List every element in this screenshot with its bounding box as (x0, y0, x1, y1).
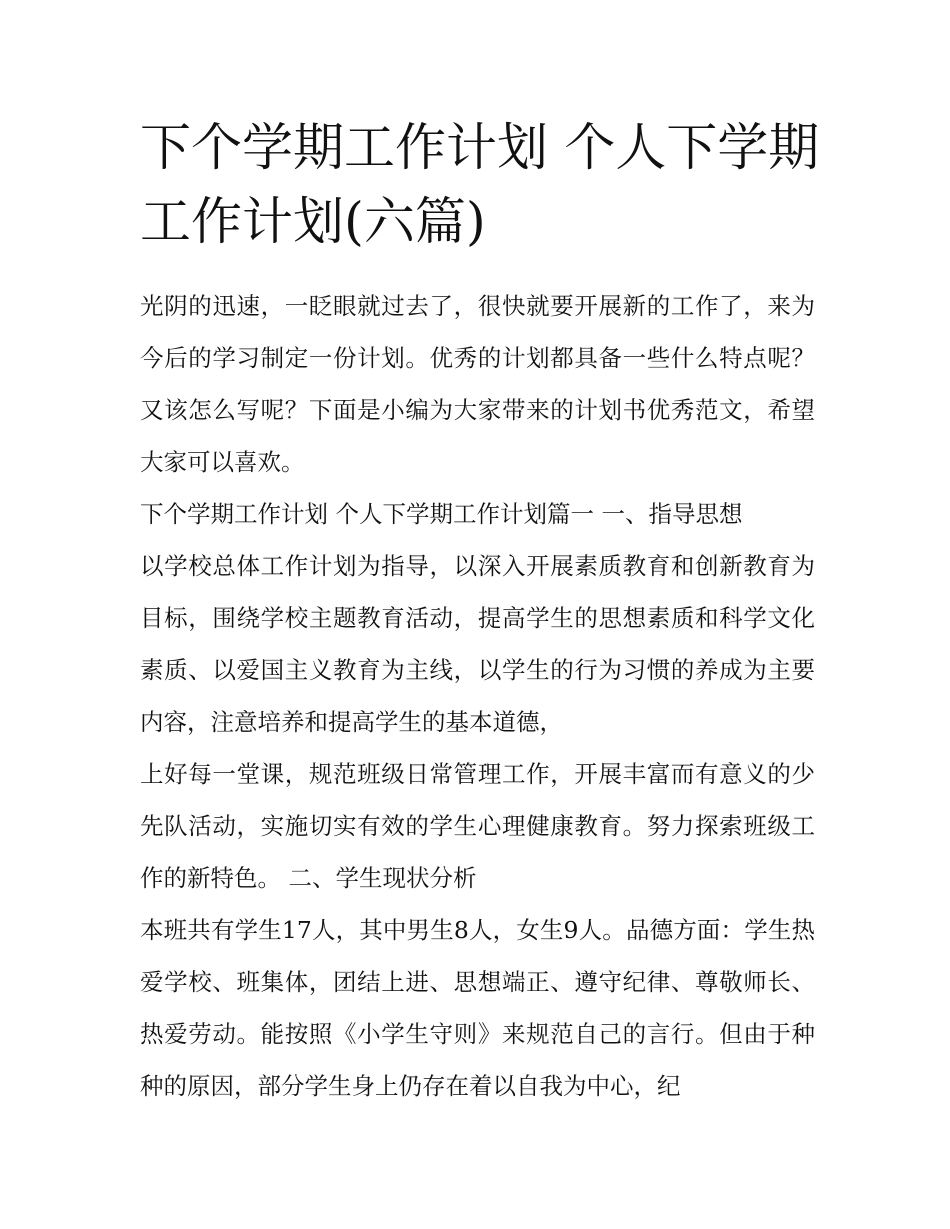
paragraph-class-work: 上好每一堂课，规范班级日常管理工作，开展丰富而有意义的少先队活动，实施切实有效的学生心理健康教育。努力探索班级工作的新特色。 二、学生现状分析 (140, 760, 815, 892)
paragraph-section-heading-1: 下个学期工作计划 个人下学期工作计划篇一 一、指导思想 (140, 500, 743, 528)
paragraph-guiding-thought: 以学校总体工作计划为指导，以深入开展素质教育和创新教育为目标，围绕学校主题教育活动，提高学生的思想素质和科学文化素质、以爱国主义教育为主线，以学生的行为习惯的养成为主要内容，注意培养和提高学生的基本道德， (140, 552, 815, 736)
paragraph-intro: 光阴的迅速，一眨眼就过去了，很快就要开展新的工作了，来为今后的学习制定一份计划。优秀的计划都具备一些什么特点呢？又该怎么写呢？下面是小编为大家带来的计划书优秀范文，希望大家可以喜欢。 (140, 292, 815, 476)
document-body (140, 280, 815, 1112)
document-title: 下个学期工作计划 个人下学期工作计划(六篇) (140, 119, 820, 252)
paragraph-student-analysis: 本班共有学生17人，其中男生8人，女生9人。品德方面：学生热爱学校、班集体，团结上进、思想端正、遵守纪律、尊敬师长、热爱劳动。能按照《小学生守则》来规范自己的言行。但由于种种的原因，部分学生身上仍存在着以自我为中心，纪 (140, 916, 815, 1100)
